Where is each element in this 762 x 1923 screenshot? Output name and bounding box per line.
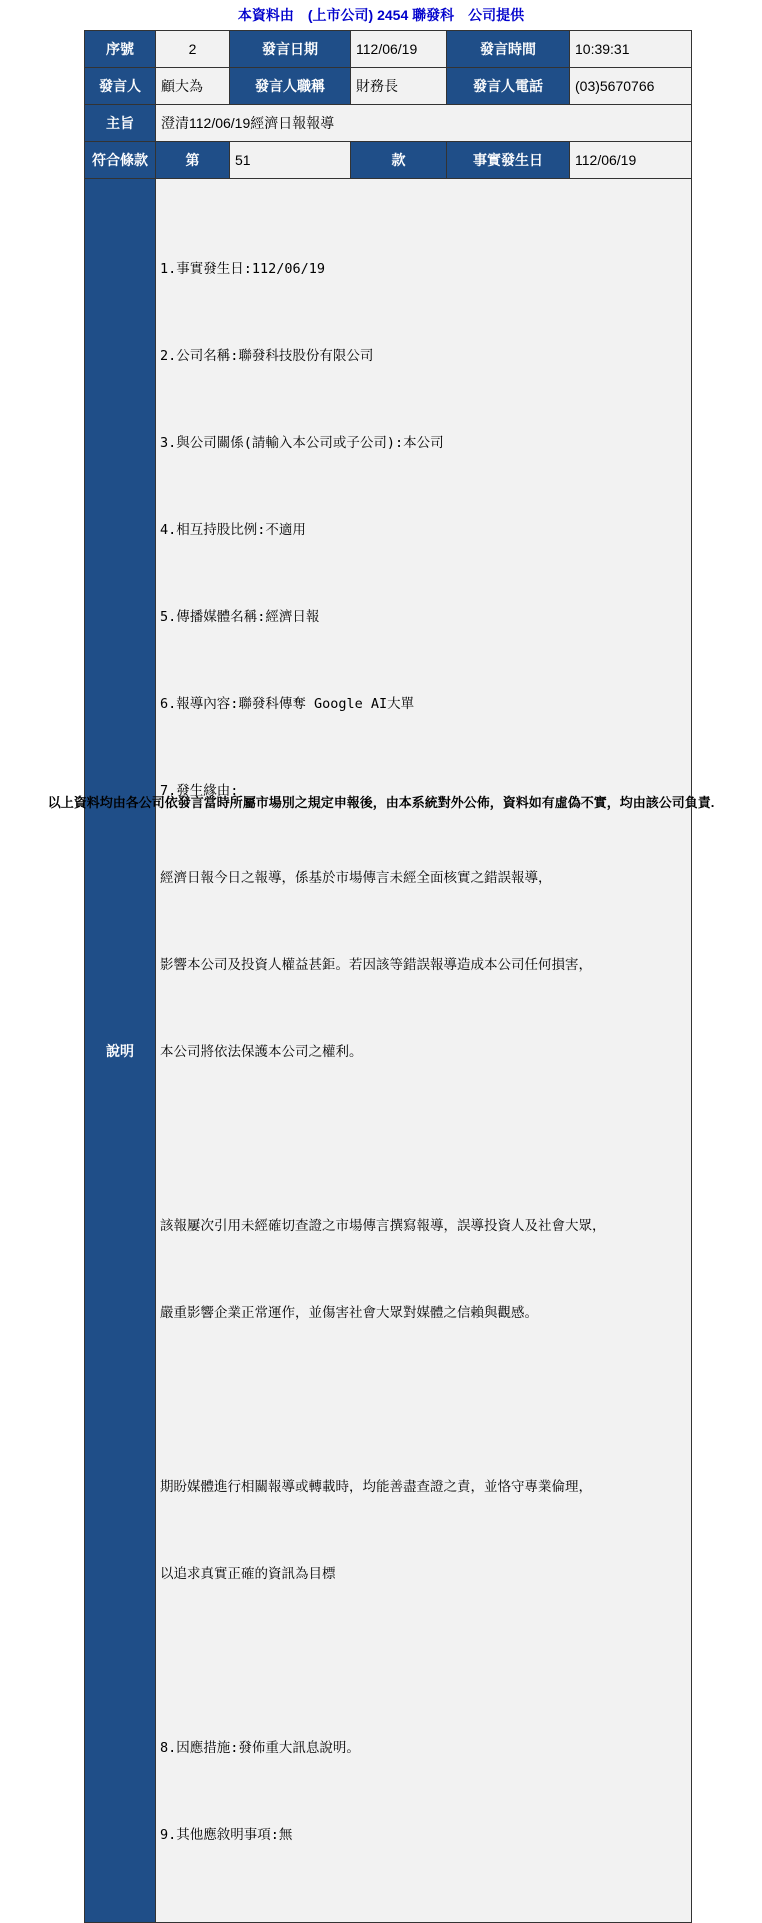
description-line: 該報屢次引用未經確切查證之市場傳言撰寫報導，誤導投資人及社會大眾，	[160, 1218, 606, 1234]
description-line: 本公司將依法保護本公司之權利。	[160, 1044, 363, 1060]
speaker-label: 發言人	[85, 68, 156, 105]
phone-label: 發言人電話	[447, 68, 570, 105]
seq-value: 2	[156, 31, 230, 68]
description-line: 期盼媒體進行相關報導或轉載時，均能善盡查證之責，並恪守專業倫理，	[160, 1479, 592, 1495]
description-label: 說明	[85, 179, 156, 1923]
disclaimer-footer: 以上資料均由各公司依發言當時所屬市場別之規定申報後，由本系統對外公佈，資料如有虛偽不實，均由該公司負責.	[47, 795, 715, 810]
page-title: 本資料由 (上市公司) 2454 聯發科 公司提供	[237, 7, 525, 23]
clause-prefix: 第	[156, 142, 230, 179]
table-row-description	[85, 179, 692, 1923]
table-row-speaker	[85, 68, 692, 105]
description-line: 影響本公司及投資人權益甚鉅。若因該等錯誤報導造成本公司任何損害，	[160, 957, 592, 973]
table-row-clause	[85, 142, 692, 179]
description-line	[160, 1647, 691, 1676]
description-line	[160, 1125, 691, 1154]
clause-number: 51	[230, 142, 351, 179]
description-line: 經濟日報今日之報導，係基於市場傳言未經全面核實之錯誤報導，	[160, 870, 552, 886]
date-label: 發言日期	[230, 31, 351, 68]
subject-label: 主旨	[85, 105, 156, 142]
clause-suffix: 款	[351, 142, 447, 179]
event-date-value: 112/06/19	[570, 142, 692, 179]
description-line: 5.傳播媒體名稱:經濟日報	[160, 609, 320, 625]
date-value: 112/06/19	[351, 31, 447, 68]
table-row-seq	[85, 31, 692, 68]
description-line: 8.因應措施:發佈重大訊息說明。	[160, 1740, 360, 1756]
description-line: 4.相互持股比例:不適用	[160, 522, 306, 538]
description-line	[160, 1386, 691, 1415]
description-cell	[156, 179, 692, 1923]
description-line: 1.事實發生日:112/06/19	[160, 261, 326, 277]
description-line: 以追求真實正確的資訊為目標	[160, 1566, 336, 1582]
event-date-label: 事實發生日	[447, 142, 570, 179]
description-line: 2.公司名稱:聯發科技股份有限公司	[160, 348, 374, 364]
description-line: 7.發生緣由:	[160, 783, 239, 799]
description-line: 3.與公司關係(請輸入本公司或子公司):本公司	[160, 435, 444, 451]
seq-label: 序號	[85, 31, 156, 68]
description-line: 6.報導內容:聯發科傳奪 Google AI大單	[160, 696, 415, 712]
announcement-table	[84, 30, 692, 1923]
description-line: 9.其他應敘明事項:無	[160, 1827, 293, 1843]
speaker-title-label: 發言人職稱	[230, 68, 351, 105]
speaker-title-value: 財務長	[351, 68, 447, 105]
description-body	[160, 179, 691, 1922]
subject-value: 澄清112/06/19經濟日報報導	[156, 105, 692, 142]
table-row-subject	[85, 105, 692, 142]
speaker-value: 顧大為	[156, 68, 230, 105]
time-label: 發言時間	[447, 31, 570, 68]
clause-label: 符合條款	[85, 142, 156, 179]
time-value: 10:39:31	[570, 31, 692, 68]
phone-value: (03)5670766	[570, 68, 692, 105]
description-line: 嚴重影響企業正常運作，並傷害社會大眾對媒體之信賴與觀感。	[160, 1305, 538, 1321]
